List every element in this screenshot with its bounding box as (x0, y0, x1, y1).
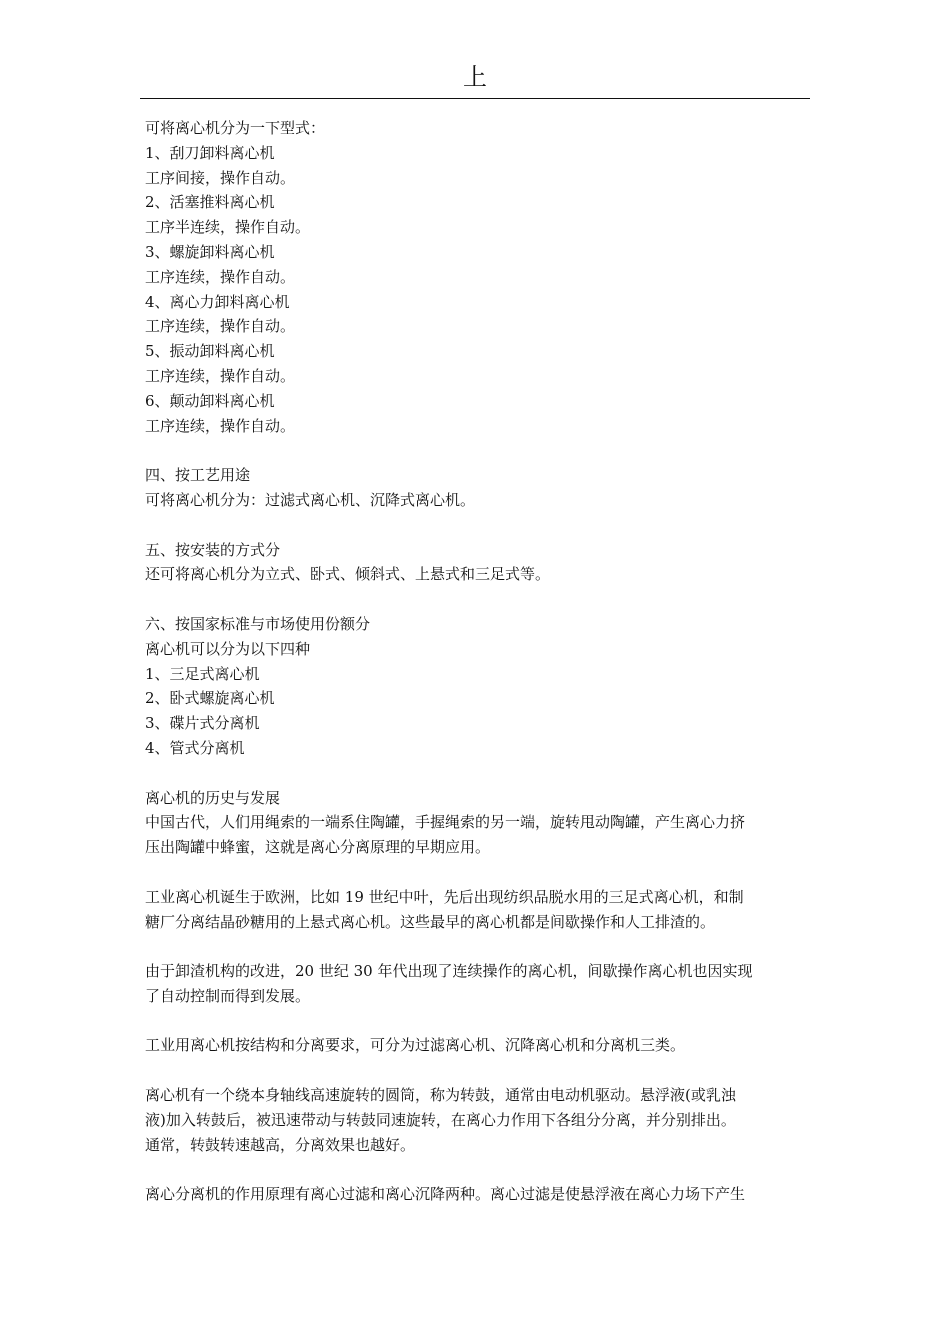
text-line: 工业用离心机按结构和分离要求，可分为过滤离心机、沉降离心机和分离机三类。 (145, 1036, 686, 1055)
text-line: 工序连续，操作自动。 (145, 317, 296, 336)
text-line: 可将离心机分为：过滤式离心机、沉降式离心机。 (145, 490, 476, 509)
section-heading: 四、按工艺用途 (145, 466, 251, 485)
text-line: 中国古代，人们用绳索的一端系住陶罐，手握绳索的另一端，旋转甩动陶罐，产生离心力挤 (145, 813, 746, 832)
text-line: 还可将离心机分为立式、卧式、倾斜式、上悬式和三足式等。 (145, 565, 551, 584)
document-body (145, 116, 813, 1207)
blank-line (145, 934, 813, 959)
text-line: 通常，转鼓转速越高，分离效果也越好。 (145, 1135, 416, 1154)
text-line: 1、三足式离心机 (145, 664, 260, 683)
blank-line (145, 513, 813, 538)
header-title: 上 (463, 63, 487, 91)
text-line: 1、刮刀卸料离心机 (145, 143, 275, 162)
text-line: 2、活塞推料离心机 (145, 193, 275, 212)
text-line: 可将离心机分为一下型式： (145, 119, 326, 137)
text-line: 工序连续，操作自动。 (145, 267, 296, 286)
blank-line (145, 1058, 813, 1083)
section-heading: 离心机的历史与发展 (145, 788, 281, 807)
text-line: 工序连续，操作自动。 (145, 416, 296, 435)
blank-line (145, 761, 813, 786)
text-line: 由于卸渣机构的改进，20 世纪 30 年代出现了连续操作的离心机，间歇操作离心机也因实现 (145, 962, 753, 981)
text-line: 3、螺旋卸料离心机 (145, 242, 275, 261)
text-line: 6、颠动卸料离心机 (145, 391, 275, 410)
text-line: 工业离心机诞生于欧洲，比如 19 世纪中叶，先后出现纺织品脱水用的三足式离心机，和制 (145, 887, 744, 906)
section-heading: 五、按安装的方式分 (145, 540, 281, 559)
text-line: 了自动控制而得到发展。 (145, 986, 311, 1005)
text-line: 工序连续，操作自动。 (145, 366, 296, 385)
blank-line (145, 860, 813, 885)
text-line: 离心机可以分为以下四种 (145, 639, 311, 658)
text-line: 离心机有一个绕本身轴线高速旋转的圆筒，称为转鼓，通常由电动机驱动。悬浮液(或乳浊 (145, 1086, 736, 1105)
text-line: 液)加入转鼓后，被迅速带动与转鼓同速旋转，在离心力作用下各组分分离，并分别排出。 (145, 1110, 736, 1129)
text-line: 工序间接，操作自动。 (145, 168, 296, 187)
section-heading: 六、按国家标准与市场使用份额分 (145, 614, 371, 633)
text-line: 3、碟片式分离机 (145, 714, 260, 733)
text-line: 4、管式分离机 (145, 738, 245, 757)
text-line: 糖厂分离结晶砂糖用的上悬式离心机。这些最早的离心机都是间歇操作和人工排渣的。 (145, 912, 716, 931)
text-line: 4、离心力卸料离心机 (145, 292, 290, 311)
text-line: 2、卧式螺旋离心机 (145, 689, 275, 708)
blank-line (145, 438, 813, 463)
blank-line (145, 1157, 813, 1182)
text-line: 离心分离机的作用原理有离心过滤和离心沉降两种。离心过滤是使悬浮液在离心力场下产生 (145, 1185, 746, 1204)
text-line: 工序半连续，操作自动。 (145, 218, 311, 237)
text-line: 压出陶罐中蜂蜜，这就是离心分离原理的早期应用。 (145, 838, 491, 857)
page-header (140, 62, 810, 99)
blank-line (145, 1009, 813, 1034)
blank-line (145, 587, 813, 612)
text-line: 5、振动卸料离心机 (145, 342, 275, 361)
